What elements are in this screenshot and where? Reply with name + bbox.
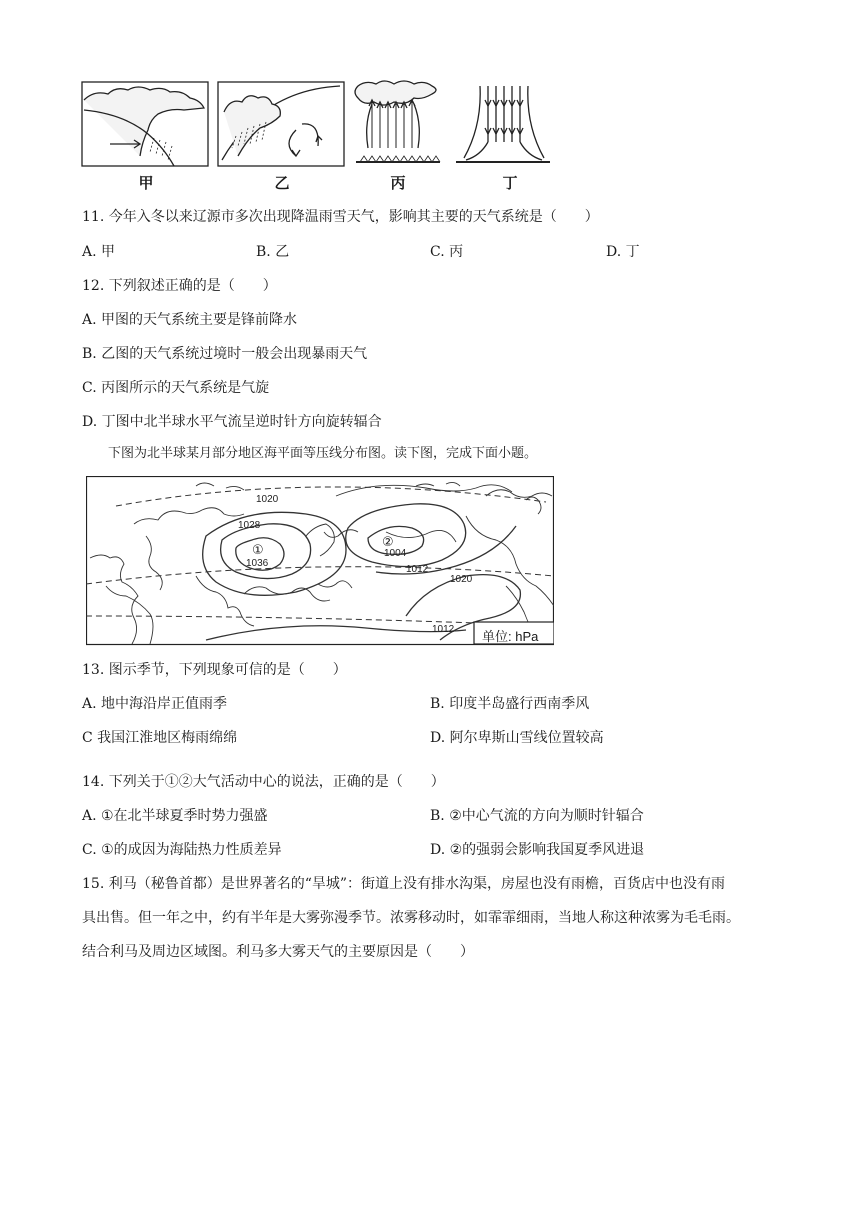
q14-stem: 14. 下列关于①②大气活动中心的说法，正确的是（ ） (82, 774, 445, 790)
q13-option-a[interactable]: A. 地中海沿岸正值雨季 (82, 696, 228, 712)
pressure-center-1: ① (252, 542, 264, 557)
q11-option-b[interactable]: B. 乙 (256, 244, 290, 260)
q11-option-c[interactable]: C. 丙 (430, 244, 464, 260)
q12-option-a[interactable]: A. 甲图的天气系统主要是锋前降水 (82, 312, 298, 328)
isobar-label: 1036 (246, 558, 269, 569)
q11-option-d[interactable]: D. 丁 (606, 244, 640, 260)
q14-option-c[interactable]: C. ①的成因为海陆热力性质差异 (82, 842, 282, 858)
q15-line-3: 结合利马及周边区域图。利马多大雾天气的主要原因是（ ） (82, 944, 474, 960)
q15-line-2: 具出售。但一年之中，约有半年是大雾弥漫季节。浓雾移动时，如霏霏细雨，当地人称这种浓雾为毛毛雨。 (82, 910, 740, 926)
q13-option-b[interactable]: B. 印度半岛盛行西南季风 (430, 696, 590, 712)
isobar-map (86, 476, 554, 646)
q13-option-c[interactable]: C 我国江淮地区梅雨绵绵 (82, 730, 238, 746)
q14-option-b[interactable]: B. ②中心气流的方向为顺时针辐合 (430, 808, 644, 824)
q13-stem: 13. 图示季节，下列现象可信的是（ ） (82, 662, 347, 678)
q14-option-a[interactable]: A. ①在北半球夏季时势力强盛 (82, 808, 268, 824)
q12-stem: 12. 下列叙述正确的是（ ） (82, 278, 277, 294)
figure-yi-diagram (218, 82, 344, 166)
figure-label-ding: 丁 (502, 174, 518, 192)
q14-option-d[interactable]: D. ②的强弱会影响我国夏季风进退 (430, 842, 645, 858)
isobar-label: 1020 (450, 574, 473, 585)
q12-option-b[interactable]: B. 乙图的天气系统过境时一般会出现暴雨天气 (82, 346, 368, 362)
map-intro-text: 下图为北半球某月部分地区海平面等压线分布图。读下图，完成下面小题。 (108, 446, 538, 461)
pressure-center-2: ② (382, 534, 394, 549)
q12-option-c[interactable]: C. 丙图所示的天气系统是气旋 (82, 380, 270, 396)
q13-option-d[interactable]: D. 阿尔卑斯山雪线位置较高 (430, 730, 604, 746)
weather-system-figures (0, 0, 860, 200)
figure-jia-diagram (82, 82, 208, 166)
isobar-label: 1004 (384, 548, 407, 559)
figure-bing-diagram (355, 81, 440, 162)
q11-stem: 11. 今年入冬以来辽源市多次出现降温雨雪天气，影响其主要的天气系统是（ ） (82, 209, 599, 225)
q12-option-d[interactable]: D. 丁图中北半球水平气流呈逆时针方向旋转辐合 (82, 414, 382, 430)
figure-label-bing: 丙 (390, 174, 406, 192)
figure-ding-diagram (456, 86, 550, 162)
isobar-label: 1028 (238, 520, 261, 531)
isobar-label: 1012 (432, 624, 455, 635)
map-unit-label: 单位: hPa (482, 629, 539, 644)
q15-line-1: 15. 利马（秘鲁首都）是世界著名的“旱城”：街道上没有排水沟渠，房屋也没有雨檐，百货店中也没有雨 (82, 876, 726, 892)
figure-label-yi: 乙 (274, 174, 290, 192)
q11-option-a[interactable]: A. 甲 (82, 244, 116, 260)
figure-label-jia: 甲 (138, 174, 154, 192)
isobar-label: 1012 (406, 564, 429, 575)
isobar-label: 1020 (256, 494, 279, 505)
